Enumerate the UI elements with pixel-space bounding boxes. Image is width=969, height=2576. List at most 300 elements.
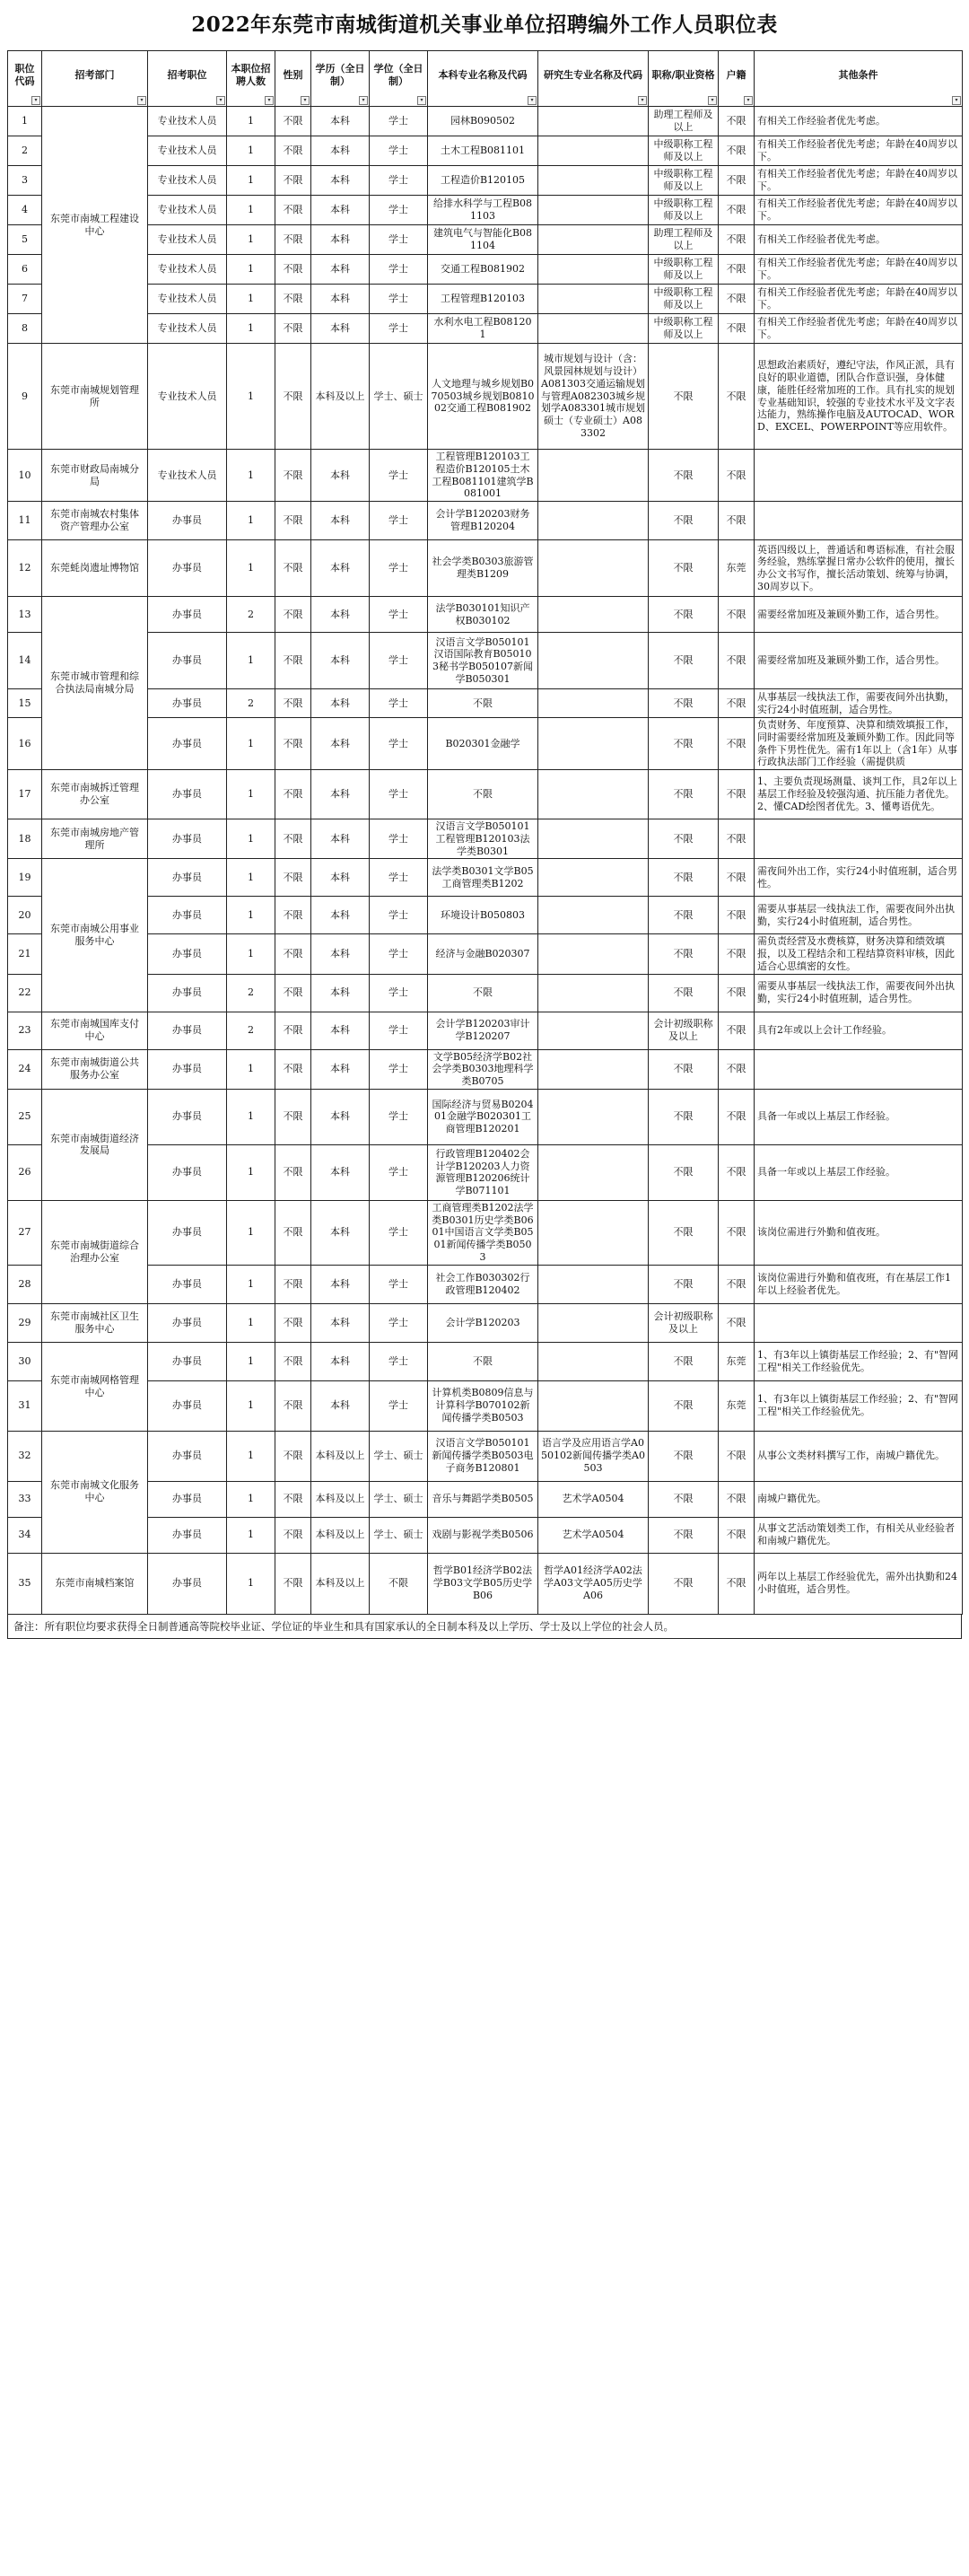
- cell-department: 东莞市南城拆迁管理办公室: [42, 770, 148, 819]
- cell-headcount: 1: [227, 934, 275, 974]
- cell-qualification: 不限: [649, 1553, 719, 1614]
- cell-degree: 学士、硕士: [370, 1431, 428, 1481]
- cell-qualification: 不限: [649, 540, 719, 597]
- cell-degree: 学士、硕士: [370, 344, 428, 450]
- table-row: [8, 1380, 963, 1431]
- cell-education: 本科及以上: [311, 1481, 370, 1517]
- column-header-label: 户籍: [726, 68, 746, 81]
- cell-gender: 不限: [275, 1553, 311, 1614]
- cell-education: 本科: [311, 1089, 370, 1144]
- cell-position-code: 32: [8, 1431, 42, 1481]
- cell-gender: 不限: [275, 1342, 311, 1380]
- cell-degree: 学士: [370, 314, 428, 344]
- cell-degree: 学士: [370, 136, 428, 166]
- cell-degree: 学士: [370, 255, 428, 285]
- cell-position-code: 15: [8, 689, 42, 718]
- table-row: [8, 974, 963, 1012]
- cell-position-title: 办事员: [148, 502, 227, 540]
- positions-table: [7, 50, 963, 1615]
- cell-education: 本科: [311, 166, 370, 196]
- cell-other-requirements: [755, 1049, 963, 1089]
- cell-degree: 学士: [370, 819, 428, 859]
- cell-other-requirements: 从事基层一线执法工作，需要夜间外出执勤，实行24小时值班制，适合男性。: [755, 689, 963, 718]
- cell-position-code: 18: [8, 819, 42, 859]
- column-header-position-code: [8, 51, 42, 107]
- cell-qualification: 不限: [649, 450, 719, 502]
- cell-position-code: 17: [8, 770, 42, 819]
- cell-gender: 不限: [275, 934, 311, 974]
- column-header-label: 职称/职业资格: [651, 68, 715, 81]
- cell-position-code: 27: [8, 1200, 42, 1265]
- cell-position-title: 办事员: [148, 633, 227, 689]
- cell-household-registration: 不限: [719, 1012, 755, 1049]
- cell-position-title: 办事员: [148, 819, 227, 859]
- cell-gender: 不限: [275, 597, 311, 633]
- cell-qualification: 不限: [649, 859, 719, 897]
- cell-postgrad-major: [538, 819, 649, 859]
- column-header-label: 本职位招聘人数: [231, 62, 271, 87]
- table-row: [8, 1431, 963, 1481]
- cell-other-requirements: 从事文艺活动策划类工作，有相关从业经验者和南城户籍优先。: [755, 1517, 963, 1553]
- cell-qualification: 不限: [649, 689, 719, 718]
- cell-education: 本科: [311, 1380, 370, 1431]
- cell-other-requirements: [755, 450, 963, 502]
- cell-position-code: 12: [8, 540, 42, 597]
- cell-education: 本科: [311, 1049, 370, 1089]
- cell-education: 本科: [311, 540, 370, 597]
- column-header-label: 研究生专业名称及代码: [544, 68, 642, 81]
- cell-headcount: 1: [227, 255, 275, 285]
- cell-degree: 学士: [370, 1144, 428, 1200]
- cell-position-code: 21: [8, 934, 42, 974]
- cell-household-registration: 不限: [719, 1517, 755, 1553]
- cell-household-registration: 不限: [719, 819, 755, 859]
- cell-other-requirements: 从事公文类材料撰写工作，南城户籍优先。: [755, 1431, 963, 1481]
- filter-dropdown-icon[interactable]: ▾: [216, 96, 225, 105]
- filter-dropdown-icon[interactable]: ▾: [638, 96, 647, 105]
- table-row: [8, 540, 963, 597]
- cell-undergrad-major: 不限: [428, 770, 538, 819]
- cell-headcount: 2: [227, 974, 275, 1012]
- cell-headcount: 1: [227, 1431, 275, 1481]
- cell-household-registration: 不限: [719, 1089, 755, 1144]
- cell-position-title: 办事员: [148, 1012, 227, 1049]
- cell-position-code: 20: [8, 897, 42, 934]
- cell-household-registration: 不限: [719, 689, 755, 718]
- column-header-other-requirements: [755, 51, 963, 107]
- cell-education: 本科: [311, 136, 370, 166]
- column-header-label: 本科专业名称及代码: [438, 68, 528, 81]
- cell-qualification: 会计初级职称及以上: [649, 1303, 719, 1342]
- cell-postgrad-major: [538, 285, 649, 314]
- cell-gender: 不限: [275, 196, 311, 225]
- column-header-label: 学位（全日制）: [373, 62, 423, 87]
- cell-degree: 学士: [370, 597, 428, 633]
- column-header-label: 职位代码: [14, 62, 35, 87]
- column-header-education: [311, 51, 370, 107]
- cell-gender: 不限: [275, 1303, 311, 1342]
- cell-department: 东莞市南城社区卫生服务中心: [42, 1303, 148, 1342]
- table-row: [8, 1517, 963, 1553]
- cell-household-registration: 不限: [719, 344, 755, 450]
- cell-education: 本科: [311, 897, 370, 934]
- cell-headcount: 1: [227, 1380, 275, 1431]
- cell-headcount: 1: [227, 107, 275, 136]
- filter-dropdown-icon[interactable]: ▾: [137, 96, 146, 105]
- cell-department: 东莞市南城工程建设中心: [42, 107, 148, 344]
- cell-other-requirements: 需要经常加班及兼顾外勤工作，适合男性。: [755, 633, 963, 689]
- cell-department: 东莞市城市管理和综合执法局南城分局: [42, 597, 148, 770]
- cell-position-code: 7: [8, 285, 42, 314]
- cell-department: 东莞市南城档案馆: [42, 1553, 148, 1614]
- cell-household-registration: 不限: [719, 1303, 755, 1342]
- cell-qualification: 不限: [649, 597, 719, 633]
- document-title: 2022年东莞市南城街道机关事业单位招聘编外工作人员职位表: [191, 13, 778, 37]
- cell-qualification: 不限: [649, 1200, 719, 1265]
- cell-headcount: 1: [227, 1553, 275, 1614]
- cell-education: 本科: [311, 1265, 370, 1303]
- cell-headcount: 1: [227, 1144, 275, 1200]
- cell-position-title: 办事员: [148, 1553, 227, 1614]
- cell-undergrad-major: 水利水电工程B081201: [428, 314, 538, 344]
- cell-headcount: 2: [227, 597, 275, 633]
- cell-gender: 不限: [275, 540, 311, 597]
- cell-gender: 不限: [275, 1481, 311, 1517]
- cell-gender: 不限: [275, 1144, 311, 1200]
- cell-gender: 不限: [275, 770, 311, 819]
- cell-qualification: 助理工程师及以上: [649, 107, 719, 136]
- cell-education: 本科: [311, 1303, 370, 1342]
- cell-position-title: 专业技术人员: [148, 285, 227, 314]
- column-header-headcount: [227, 51, 275, 107]
- cell-position-title: 专业技术人员: [148, 136, 227, 166]
- cell-postgrad-major: [538, 718, 649, 770]
- cell-position-title: 办事员: [148, 859, 227, 897]
- cell-headcount: 1: [227, 196, 275, 225]
- table-row: [8, 502, 963, 540]
- cell-gender: 不限: [275, 1265, 311, 1303]
- cell-position-title: 办事员: [148, 1200, 227, 1265]
- cell-degree: 学士: [370, 1303, 428, 1342]
- cell-education: 本科: [311, 450, 370, 502]
- cell-degree: 学士: [370, 1200, 428, 1265]
- cell-undergrad-major: 土木工程B081101: [428, 136, 538, 166]
- cell-position-title: 办事员: [148, 1089, 227, 1144]
- cell-postgrad-major: [538, 689, 649, 718]
- cell-headcount: 1: [227, 314, 275, 344]
- cell-postgrad-major: [538, 196, 649, 225]
- cell-department: 东莞市南城国库支付中心: [42, 1012, 148, 1049]
- cell-position-code: 16: [8, 718, 42, 770]
- cell-position-code: 2: [8, 136, 42, 166]
- cell-gender: 不限: [275, 450, 311, 502]
- cell-qualification: 不限: [649, 633, 719, 689]
- cell-other-requirements: 1、主要负责现场测量、谈判工作，具2年以上基层工作经验及较强沟通、抗压能力者优先。2、懂CAD绘图者优先。3、懂粤语优先。: [755, 770, 963, 819]
- table-row: [8, 1049, 963, 1089]
- cell-education: 本科及以上: [311, 1431, 370, 1481]
- cell-position-code: 14: [8, 633, 42, 689]
- cell-household-registration: 不限: [719, 897, 755, 934]
- cell-education: 本科: [311, 1342, 370, 1380]
- cell-postgrad-major: 城市规划与设计（含：风景园林规划与设计）A081303交通运输规划与管理A082303城乡规划学A083301城市规划硕士（专业硕士）A083302: [538, 344, 649, 450]
- cell-postgrad-major: [538, 502, 649, 540]
- cell-undergrad-major: 国际经济与贸易B020401金融学B020301工商管理B120201: [428, 1089, 538, 1144]
- cell-qualification: 不限: [649, 934, 719, 974]
- cell-education: 本科: [311, 502, 370, 540]
- cell-position-title: 专业技术人员: [148, 314, 227, 344]
- cell-department: 东莞市南城街道公共服务办公室: [42, 1049, 148, 1089]
- cell-postgrad-major: [538, 107, 649, 136]
- cell-undergrad-major: 建筑电气与智能化B081104: [428, 225, 538, 255]
- cell-degree: 学士: [370, 1342, 428, 1380]
- filter-dropdown-icon[interactable]: ▾: [417, 96, 426, 105]
- cell-education: 本科: [311, 770, 370, 819]
- cell-other-requirements: 具备一年或以上基层工作经验。: [755, 1144, 963, 1200]
- filter-dropdown-icon[interactable]: ▾: [265, 96, 274, 105]
- cell-other-requirements: 有相关工作经验者优先考虑；年龄在40周岁以下。: [755, 196, 963, 225]
- cell-qualification: 不限: [649, 974, 719, 1012]
- cell-position-title: 专业技术人员: [148, 196, 227, 225]
- cell-position-code: 6: [8, 255, 42, 285]
- cell-undergrad-major: 工程管理B120103工程造价B120105土木工程B081101建筑学B081001: [428, 450, 538, 502]
- cell-headcount: 1: [227, 1481, 275, 1517]
- cell-household-registration: 不限: [719, 1481, 755, 1517]
- cell-undergrad-major: 不限: [428, 974, 538, 1012]
- table-row: [8, 897, 963, 934]
- cell-education: 本科: [311, 597, 370, 633]
- table-row: [8, 718, 963, 770]
- cell-position-title: 办事员: [148, 718, 227, 770]
- cell-position-code: 25: [8, 1089, 42, 1144]
- cell-postgrad-major: [538, 540, 649, 597]
- cell-degree: 学士: [370, 540, 428, 597]
- cell-undergrad-major: 汉语言文学B050101汉语国际教育B050103秘书学B050107新闻学B050301: [428, 633, 538, 689]
- cell-headcount: 1: [227, 819, 275, 859]
- table-row: [8, 859, 963, 897]
- cell-qualification: 中级职称工程师及以上: [649, 285, 719, 314]
- cell-household-registration: 不限: [719, 1144, 755, 1200]
- cell-gender: 不限: [275, 314, 311, 344]
- cell-household-registration: 不限: [719, 633, 755, 689]
- table-row: [8, 344, 963, 450]
- cell-qualification: 不限: [649, 1049, 719, 1089]
- cell-other-requirements: 有相关工作经验者优先考虑；年龄在40周岁以下。: [755, 255, 963, 285]
- cell-other-requirements: 南城户籍优先。: [755, 1481, 963, 1517]
- column-header-qualification: [649, 51, 719, 107]
- cell-qualification: 不限: [649, 344, 719, 450]
- filter-dropdown-icon[interactable]: ▾: [301, 96, 310, 105]
- cell-undergrad-major: 汉语言文学B050101新闻传播学类B0503电子商务B120801: [428, 1431, 538, 1481]
- cell-qualification: 不限: [649, 1517, 719, 1553]
- table-row: [8, 107, 963, 136]
- cell-other-requirements: 有相关工作经验者优先考虑；年龄在40周岁以下。: [755, 314, 963, 344]
- cell-education: 本科: [311, 225, 370, 255]
- cell-education: 本科: [311, 1144, 370, 1200]
- cell-other-requirements: 有相关工作经验者优先考虑；年龄在40周岁以下。: [755, 136, 963, 166]
- cell-undergrad-major: 法学类B0301文学B05工商管理类B1202: [428, 859, 538, 897]
- cell-position-title: 办事员: [148, 1380, 227, 1431]
- cell-postgrad-major: [538, 633, 649, 689]
- table-row: [8, 689, 963, 718]
- filter-dropdown-icon[interactable]: ▾: [708, 96, 717, 105]
- cell-education: 本科: [311, 314, 370, 344]
- cell-undergrad-major: 社会学类B0303旅游管理类B1209: [428, 540, 538, 597]
- cell-other-requirements: 具有2年或以上会计工作经验。: [755, 1012, 963, 1049]
- cell-position-title: 办事员: [148, 1342, 227, 1380]
- cell-education: 本科及以上: [311, 344, 370, 450]
- cell-degree: 学士: [370, 633, 428, 689]
- cell-other-requirements: 有相关工作经验者优先考虑。: [755, 107, 963, 136]
- cell-postgrad-major: [538, 450, 649, 502]
- cell-gender: 不限: [275, 1049, 311, 1089]
- cell-headcount: 1: [227, 1049, 275, 1089]
- cell-gender: 不限: [275, 859, 311, 897]
- table-body: [8, 107, 963, 1615]
- cell-other-requirements: [755, 1303, 963, 1342]
- cell-other-requirements: 1、有3年以上镇街基层工作经验；2、有"智网工程"相关工作经验优先。: [755, 1342, 963, 1380]
- cell-position-code: 5: [8, 225, 42, 255]
- cell-postgrad-major: [538, 1049, 649, 1089]
- cell-position-title: 办事员: [148, 770, 227, 819]
- cell-undergrad-major: 哲学B01经济学B02法学B03文学B05历史学B06: [428, 1553, 538, 1614]
- cell-postgrad-major: [538, 770, 649, 819]
- column-header-position-title: [148, 51, 227, 107]
- cell-position-title: 办事员: [148, 934, 227, 974]
- cell-undergrad-major: 经济与金融B020307: [428, 934, 538, 974]
- cell-household-registration: 不限: [719, 1049, 755, 1089]
- cell-degree: 学士: [370, 974, 428, 1012]
- cell-degree: 学士: [370, 1049, 428, 1089]
- cell-degree: 不限: [370, 1553, 428, 1614]
- cell-gender: 不限: [275, 1089, 311, 1144]
- cell-postgrad-major: [538, 1012, 649, 1049]
- cell-gender: 不限: [275, 107, 311, 136]
- column-header-gender: [275, 51, 311, 107]
- cell-gender: 不限: [275, 166, 311, 196]
- cell-other-requirements: 负责财务、年度预算、决算和绩效填报工作，同时需要经常加班及兼顾外勤工作。因此同等条件下男性优先。需有1年以上（含1年）从事行政执法部门工作经验（需提供质: [755, 718, 963, 770]
- cell-postgrad-major: [538, 897, 649, 934]
- cell-other-requirements: 需负责经营及水费核算，财务决算和绩效填报，以及工程结余和工程结算资料审核，因此适合心思缜密的女性。: [755, 934, 963, 974]
- filter-dropdown-icon[interactable]: ▾: [744, 96, 753, 105]
- cell-department: 东莞市南城网格管理中心: [42, 1342, 148, 1431]
- cell-postgrad-major: 艺术学A0504: [538, 1481, 649, 1517]
- cell-gender: 不限: [275, 819, 311, 859]
- cell-position-code: 23: [8, 1012, 42, 1049]
- cell-qualification: 不限: [649, 1144, 719, 1200]
- cell-gender: 不限: [275, 718, 311, 770]
- cell-education: 本科: [311, 718, 370, 770]
- cell-position-title: 办事员: [148, 689, 227, 718]
- filter-dropdown-icon[interactable]: ▾: [528, 96, 537, 105]
- cell-undergrad-major: 行政管理B120402会计学B120203人力资源管理B120206统计学B071101: [428, 1144, 538, 1200]
- cell-postgrad-major: [538, 1303, 649, 1342]
- cell-gender: 不限: [275, 1200, 311, 1265]
- cell-undergrad-major: 社会工作B030302行政管理B120402: [428, 1265, 538, 1303]
- cell-qualification: 不限: [649, 1431, 719, 1481]
- cell-degree: 学士: [370, 196, 428, 225]
- cell-other-requirements: 该岗位需进行外勤和值夜班，有在基层工作1年以上经验者优先。: [755, 1265, 963, 1303]
- cell-qualification: 不限: [649, 1342, 719, 1380]
- cell-household-registration: 不限: [719, 196, 755, 225]
- cell-postgrad-major: [538, 225, 649, 255]
- table-row: [8, 314, 963, 344]
- cell-department: 东莞市南城街道综合治理办公室: [42, 1200, 148, 1303]
- cell-undergrad-major: 戏剧与影视学类B0506: [428, 1517, 538, 1553]
- column-header-label: 招考职位: [167, 68, 207, 81]
- table-row: [8, 633, 963, 689]
- cell-other-requirements: 该岗位需进行外勤和值夜班。: [755, 1200, 963, 1265]
- cell-position-code: 31: [8, 1380, 42, 1431]
- cell-headcount: 1: [227, 136, 275, 166]
- cell-qualification: 中级职称工程师及以上: [649, 196, 719, 225]
- cell-position-code: 9: [8, 344, 42, 450]
- cell-position-title: 办事员: [148, 540, 227, 597]
- cell-qualification: 不限: [649, 1380, 719, 1431]
- cell-gender: 不限: [275, 502, 311, 540]
- cell-qualification: 不限: [649, 770, 719, 819]
- cell-undergrad-major: 会计学B120203审计学B120207: [428, 1012, 538, 1049]
- filter-dropdown-icon[interactable]: ▾: [952, 96, 961, 105]
- cell-education: 本科: [311, 633, 370, 689]
- cell-degree: 学士: [370, 502, 428, 540]
- table-row: [8, 1200, 963, 1265]
- cell-headcount: 1: [227, 1342, 275, 1380]
- cell-household-registration: 不限: [719, 974, 755, 1012]
- cell-household-registration: 不限: [719, 285, 755, 314]
- cell-postgrad-major: [538, 1144, 649, 1200]
- cell-position-code: 26: [8, 1144, 42, 1200]
- table-row: [8, 1265, 963, 1303]
- filter-dropdown-icon[interactable]: ▾: [359, 96, 368, 105]
- cell-position-title: 专业技术人员: [148, 255, 227, 285]
- cell-other-requirements: 需夜间外出工作，实行24小时值班制，适合男性。: [755, 859, 963, 897]
- cell-gender: 不限: [275, 1517, 311, 1553]
- cell-degree: 学士、硕士: [370, 1481, 428, 1517]
- cell-gender: 不限: [275, 285, 311, 314]
- cell-headcount: 1: [227, 633, 275, 689]
- cell-degree: 学士: [370, 166, 428, 196]
- column-header-postgrad-major: [538, 51, 649, 107]
- cell-undergrad-major: 会计学B120203: [428, 1303, 538, 1342]
- cell-position-title: 办事员: [148, 1481, 227, 1517]
- table-row: [8, 285, 963, 314]
- cell-household-registration: 东莞: [719, 1342, 755, 1380]
- cell-department: 东莞市南城房地产管理所: [42, 819, 148, 859]
- cell-qualification: 会计初级职称及以上: [649, 1012, 719, 1049]
- cell-gender: 不限: [275, 1012, 311, 1049]
- cell-education: 本科: [311, 1012, 370, 1049]
- cell-headcount: 1: [227, 285, 275, 314]
- cell-headcount: 1: [227, 1517, 275, 1553]
- filter-dropdown-icon[interactable]: ▾: [31, 96, 40, 105]
- document-page: [7, 0, 962, 2576]
- cell-household-registration: 不限: [719, 1431, 755, 1481]
- cell-position-code: 13: [8, 597, 42, 633]
- table-row: [8, 597, 963, 633]
- cell-other-requirements: 1、有3年以上镇街基层工作经验；2、有"智网工程"相关工作经验优先。: [755, 1380, 963, 1431]
- cell-position-code: 22: [8, 974, 42, 1012]
- cell-position-title: 办事员: [148, 1265, 227, 1303]
- cell-education: 本科: [311, 1200, 370, 1265]
- cell-gender: 不限: [275, 689, 311, 718]
- cell-position-title: 办事员: [148, 597, 227, 633]
- table-row: [8, 934, 963, 974]
- cell-gender: 不限: [275, 225, 311, 255]
- column-header-household-registration: [719, 51, 755, 107]
- table-row: [8, 1089, 963, 1144]
- cell-gender: 不限: [275, 974, 311, 1012]
- cell-postgrad-major: 哲学A01经济学A02法学A03文学A05历史学A06: [538, 1553, 649, 1614]
